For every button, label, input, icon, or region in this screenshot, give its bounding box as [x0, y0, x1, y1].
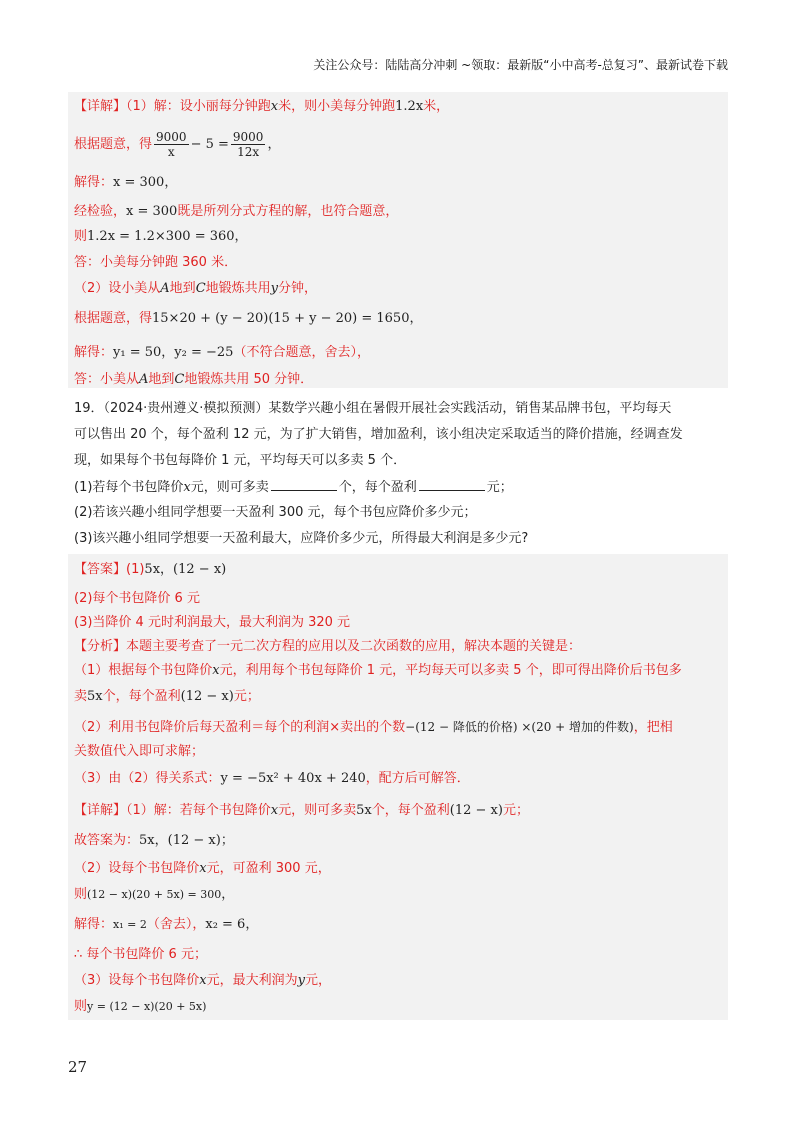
detail-tag: 【详解】: [74, 99, 127, 114]
text: ，把相: [633, 720, 673, 735]
text: 元，则可多卖: [190, 480, 269, 495]
math: 1.2x: [395, 99, 424, 114]
text: 解得：: [74, 345, 114, 360]
text: 卖: [74, 689, 88, 704]
question-part-1: [74, 478, 513, 497]
math: x₂ = 6: [205, 917, 246, 932]
page-header: 关注公众号：陆陆高分冲刺 ~领取：最新版“小中高考-总复习”、最新试卷下载: [313, 58, 728, 72]
solution-line-2: [74, 128, 280, 162]
text: 地到: [169, 281, 196, 296]
detail-line-6: ∴ 每个书包降价 6 元；: [74, 947, 207, 962]
question-part-3: (3)该兴趣小组同学想要一天盈利最大，应降价多少元，所得最大利润是多少元?: [74, 531, 529, 546]
detail-line-8: [74, 998, 206, 1016]
math: x = 300: [126, 204, 178, 219]
analysis-line-2: [74, 662, 682, 680]
math: − 5 =: [190, 137, 229, 152]
detail-line-2: [74, 832, 234, 850]
analysis-line-1: [74, 638, 581, 656]
text: 经检验，: [74, 204, 127, 219]
solution-line-9: [74, 344, 370, 362]
text: 本题主要考查了一元二次方程的应用以及二次函数的应用，解决本题的关键是：: [126, 639, 582, 654]
text: ，: [267, 137, 281, 152]
math: y: [270, 281, 279, 296]
text: ，: [164, 175, 178, 190]
text: 则: [74, 999, 88, 1014]
text: （1）解：若每个书包降价: [126, 803, 271, 818]
text: 元；: [502, 803, 529, 818]
math: −(12 − 降低的价格) ×(20 + 增加的件数): [405, 720, 634, 734]
question-line-1: 19．（2024·贵州遵义·模拟预测）某数学兴趣小组在暑假开展社会实践活动，销售某品牌书包，平均每天: [74, 401, 672, 416]
detail-line-1: [74, 802, 529, 820]
answer-blank[interactable]: [271, 478, 337, 491]
answer-line-2: (2)每个书包降价 6 元: [74, 591, 200, 606]
math: 5x: [356, 803, 372, 818]
math: (12 − x): [449, 803, 503, 818]
text: 元；: [233, 689, 260, 704]
text: 元，: [305, 973, 332, 988]
text: （2）设小美从: [74, 281, 161, 296]
math: x: [199, 861, 207, 876]
math: y₁ = 50: [113, 345, 162, 360]
text: 解得：: [74, 917, 114, 932]
text: （3）由（2）得关系式：: [74, 771, 221, 786]
text: ，: [245, 917, 259, 932]
fraction: $\frac{9000}{x}$: [156, 130, 187, 159]
math: (12 − x): [173, 562, 227, 577]
math: 1.2x = 1.2×300 = 360: [87, 229, 235, 244]
solution-line-5: [74, 228, 248, 246]
text: 既是所列分式方程的解，也符合题意，: [177, 204, 399, 219]
math: x₁ = 2: [113, 918, 147, 931]
math: x = 300: [113, 175, 165, 190]
math: x: [270, 803, 279, 818]
text: ，: [409, 311, 423, 326]
answer-line-1: [74, 561, 226, 579]
text: 个，每个盈利: [338, 480, 417, 495]
analysis-line-6: [74, 770, 470, 788]
text: （不符合题意，舍去），: [233, 345, 370, 360]
solution-line-8: [74, 310, 422, 328]
text: 元，则可多卖: [278, 803, 357, 818]
math: A: [160, 281, 170, 296]
text: 元，最大利润为: [206, 973, 298, 988]
math: y: [297, 973, 305, 988]
text: 米，: [423, 99, 450, 114]
text: ，: [221, 887, 235, 902]
math: C: [195, 281, 206, 296]
text: （1）根据每个书包降价: [74, 663, 213, 678]
text: 故答案为：: [74, 833, 140, 848]
text: ，配方后可解答．: [365, 771, 470, 786]
question-line-2: 可以售出 20 个，每个盈利 12 元，为了扩大销售，增加盈利，该小组决定采取适当的降价措施，经调查发: [74, 427, 683, 442]
math: (12 − x)(20 + 5x) = 300: [87, 888, 222, 901]
text: 元，可盈利 300 元，: [206, 861, 331, 876]
question-line-3: 现，如果每个书包每降价 1 元，平均每天可以多卖 5 个．: [74, 453, 407, 468]
math: x: [199, 973, 207, 988]
math: 5x: [144, 562, 161, 577]
text: 根据题意，得: [74, 137, 153, 152]
text: ，: [160, 562, 174, 577]
math: C: [174, 372, 185, 387]
math: (12 − x): [167, 833, 221, 848]
text: 地锻炼共用: [205, 281, 271, 296]
math: y = (12 − x)(20 + 5x): [87, 1000, 207, 1013]
text: 个，每个盈利: [102, 689, 181, 704]
detail-line-7: [74, 972, 331, 990]
text: （2）设每个书包降价: [74, 861, 200, 876]
text: （1）解：设小丽每分钟跑: [126, 99, 271, 114]
text: 则: [74, 887, 88, 902]
detail-line-5: [74, 916, 258, 934]
math: 5x: [139, 833, 155, 848]
solution-line-3: [74, 174, 177, 192]
solution-line-7: [74, 280, 317, 298]
answer-tag: 【答案】(1): [74, 562, 145, 577]
math: (12 − x): [180, 689, 234, 704]
text: 个，每个盈利: [371, 803, 450, 818]
analysis-line-5: 关数值代入即可求解；: [74, 744, 205, 759]
text: ；: [220, 833, 234, 848]
text: 答：小美从: [74, 372, 140, 387]
text: ，: [234, 229, 248, 244]
text: ，: [154, 833, 168, 848]
math: 5x: [87, 689, 103, 704]
math: x: [212, 663, 220, 678]
solution-line-10: [74, 371, 313, 389]
text: （3）设每个书包降价: [74, 973, 200, 988]
text: （舍去），: [146, 917, 206, 932]
detail-tag: 【详解】: [74, 803, 127, 818]
math: x: [183, 480, 191, 495]
text: 分钟，: [278, 281, 318, 296]
page-number: 27: [68, 1058, 88, 1076]
text: 则: [74, 229, 88, 244]
text: （2）利用书包降价后每天盈利＝每个的利润×卖出的个数: [74, 720, 406, 735]
solution-line-6: 答：小美每分钟跑 360 米．: [74, 255, 238, 270]
solution-line-4: [74, 203, 398, 221]
text: (1)若每个书包降价: [74, 480, 184, 495]
detail-line-3: [74, 860, 331, 878]
math: 15×20 + (y − 20)(15 + y − 20) = 1650: [152, 311, 410, 326]
text: 元，利用每个书包每降价 1 元，平均每天可以多卖 5 个，即可得出降价后书包多: [219, 663, 682, 678]
text: 地锻炼共用 50 分钟．: [184, 372, 314, 387]
analysis-line-3: [74, 688, 260, 706]
analysis-tag: 【分析】: [74, 639, 127, 654]
text: 解得：: [74, 175, 114, 190]
solution-line-1: [74, 98, 449, 116]
analysis-line-4: [74, 718, 673, 737]
math: y = −5x² + 40x + 240: [220, 771, 366, 786]
text: ，: [161, 345, 175, 360]
text: 米，则小美每分钟跑: [278, 99, 396, 114]
answer-line-3: (3)当降价 4 元时利润最大，最大利润为 320 元: [74, 615, 351, 630]
text: 元；: [486, 480, 513, 495]
math: x: [270, 99, 279, 114]
text: 地到: [148, 372, 175, 387]
fraction: $\frac{9000}{12x}$: [232, 130, 264, 159]
math: A: [139, 372, 149, 387]
text: 根据题意，得: [74, 311, 153, 326]
answer-blank[interactable]: [419, 478, 485, 491]
question-part-2: (2)若该兴趣小组同学想要一天盈利 300 元，每个书包应降价多少元；: [74, 505, 477, 520]
detail-line-4: [74, 886, 234, 904]
math: y₂ = −25: [174, 345, 234, 360]
